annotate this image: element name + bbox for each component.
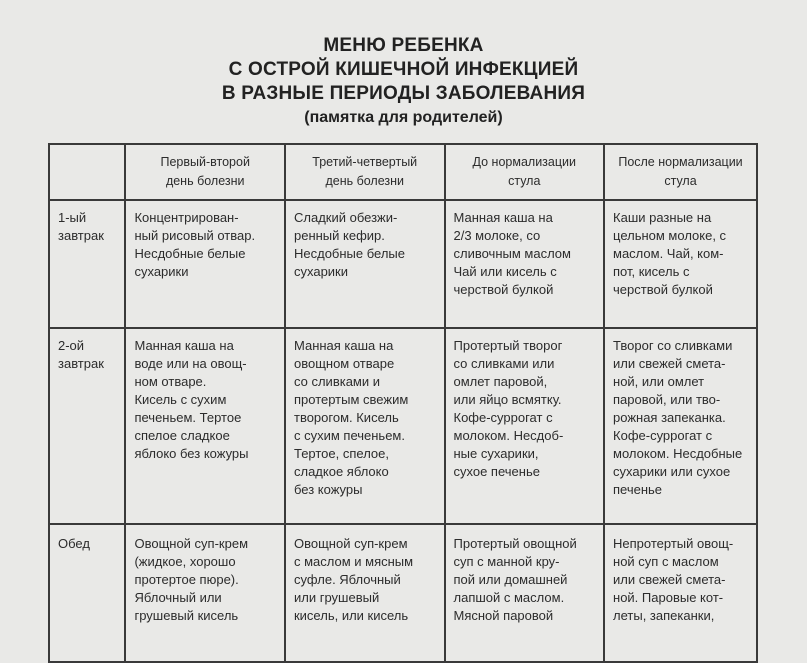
table-row	[49, 524, 757, 662]
table-cell: Протертый овощной суп с манной кру- пой или домашней лапшой с маслом. Мясной паровой	[445, 524, 605, 662]
row-label-breakfast-2: 2-ой завтрак	[49, 328, 125, 524]
header-day-1-2: Первый-второй день болезни	[125, 144, 285, 200]
table-cell: Каши разные на цельном молоке, с маслом. Чай, ком- пот, кисель с черствой булкой	[604, 200, 757, 328]
title-line-3: В РАЗНЫЕ ПЕРИОДЫ ЗАБОЛЕВАНИЯ	[221, 83, 586, 104]
table-cell: Манная каша на воде или на овощ- ном отваре. Кисель с сухим печеньем. Тертое спелое сладкое яблоко без кожуры	[125, 328, 285, 524]
table-cell: Овощной суп-крем с маслом и мясным суфле. Яблочный или грушевый кисель, или кисель	[285, 524, 445, 662]
table-cell: Сладкий обезжи- ренный кефир. Несдобные белые сухарики	[285, 200, 445, 328]
header-day-3-4: Третий-четвертый день болезни	[285, 144, 445, 200]
table-cell: Непротертый овощ- ной суп с маслом или свежей смета- ной. Паровые кот- леты, запеканки,	[604, 524, 757, 662]
table-cell: Концентрирован- ный рисовый отвар. Несдобные белые сухарики	[125, 200, 285, 328]
header-row	[49, 144, 757, 200]
table-row	[49, 200, 757, 328]
document-title	[0, 34, 807, 129]
table-cell: Протертый творог со сливками или омлет паровой, или яйцо всмятку. Кофе-суррогат с молоком. Несдоб- ные сухарики, сухое печенье	[445, 328, 605, 524]
row-label-lunch: Обед	[49, 524, 125, 662]
table-cell: Манная каша на овощном отваре со сливками и протертым свежим творогом. Кисель с сухим печеньем. Тертое, спелое, сладкое яблоко без кожуры	[285, 328, 445, 524]
table-cell: Овощной суп-крем (жидкое, хорошо протертое пюре). Яблочный или грушевый кисель	[125, 524, 285, 662]
title-line-2: С ОСТРОЙ КИШЕЧНОЙ ИНФЕКЦИЕЙ	[228, 59, 579, 80]
header-after-normal: После нормализации стула	[604, 144, 757, 200]
row-label-breakfast-1: 1-ый завтрак	[49, 200, 125, 328]
title-line-1: МЕНЮ РЕБЕНКА	[323, 35, 484, 56]
table-cell: Творог со сливками или свежей смета- ной, или омлет паровой, или тво- рожная запеканка. Кофе-суррогат с молоком. Несдобные сухарики или сухое печенье	[604, 328, 757, 524]
table-row	[49, 328, 757, 524]
table-cell: Манная каша на 2/3 молоке, со сливочным маслом Чай или кисель с черствой булкой	[445, 200, 605, 328]
header-before-normal: До нормализации стула	[445, 144, 605, 200]
subtitle: (памятка для родителей)	[304, 109, 503, 126]
header-corner	[49, 144, 125, 200]
menu-table	[48, 143, 758, 663]
